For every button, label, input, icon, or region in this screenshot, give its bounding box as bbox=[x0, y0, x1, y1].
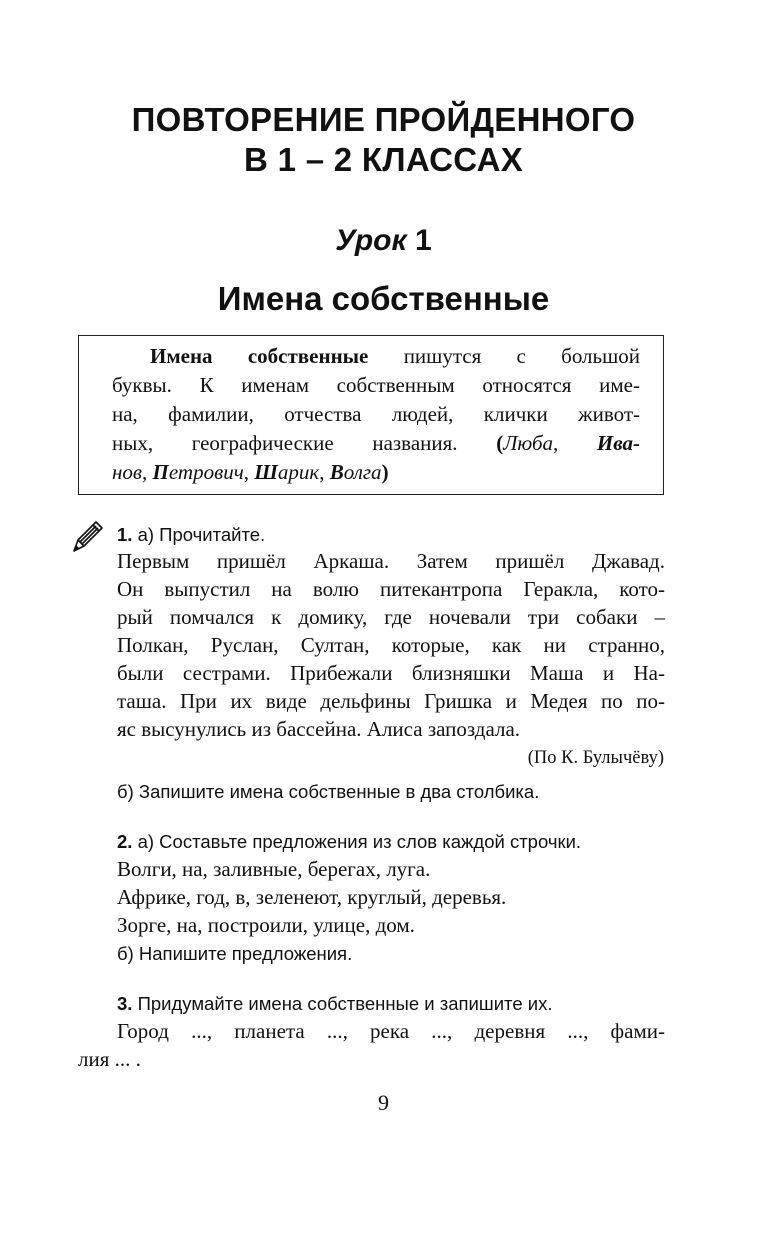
rule-sep: , bbox=[319, 460, 325, 484]
rule-paren: ( bbox=[496, 431, 504, 455]
rule-example: олга bbox=[343, 460, 382, 484]
task-2-instruction-b: б) Напишите предложения. bbox=[117, 943, 353, 964]
chapter-heading-line2: В 1 – 2 КЛАССАХ bbox=[243, 141, 524, 178]
page-number: 9 bbox=[378, 1090, 389, 1115]
task-1-number: 1. bbox=[117, 524, 133, 545]
task-3-line: лия ... . bbox=[78, 1047, 141, 1071]
rule-example-initial: Ш bbox=[254, 460, 278, 484]
task-3-header bbox=[117, 990, 552, 1017]
rule-text: ных, географические названия. bbox=[112, 431, 458, 455]
task-3-instruction: Придумайте имена собственные и запишите их. bbox=[137, 993, 553, 1014]
rule-example-initial: В bbox=[329, 460, 344, 484]
lesson-label: Урок bbox=[335, 224, 407, 257]
task-1-instruction-b: б) Запишите имена собственные в два столбика. bbox=[117, 781, 540, 802]
task-1-text-line: были сестрами. Прибежали близняшки Маша и На- bbox=[117, 661, 665, 685]
task-1-text-line: рый помчался к домику, где ночевали три собаки – bbox=[117, 605, 665, 629]
rule-term: Имена собственные bbox=[150, 344, 369, 368]
rule-paren: ) bbox=[381, 460, 389, 484]
lesson-number bbox=[0, 224, 767, 258]
task-1-text-line: яс высунулись из бассейна. Алиса запоздала. bbox=[117, 717, 521, 741]
rule-line-4 bbox=[112, 429, 640, 458]
rule-line-2: буквы. К именам собственным относятся име- bbox=[112, 373, 640, 397]
rule-sep: , bbox=[243, 460, 249, 484]
task-3-line: Город ..., планета ..., река ..., деревня ..., фами- bbox=[117, 1019, 665, 1043]
task-2-instruction-a: а) Составьте предложения из слов каждой строчки. bbox=[137, 831, 582, 852]
task-1-header bbox=[117, 521, 265, 548]
chapter-heading-line1: ПОВТОРЕНИЕ ПРОЙДЕННОГО bbox=[131, 101, 636, 138]
task-1-text-line: Первым пришёл Аркаша. Затем пришёл Джавад. bbox=[117, 549, 665, 573]
rule-example: Люба, bbox=[503, 431, 559, 455]
rule-line-3: на, фамилии, отчества людей, клички живот- bbox=[112, 402, 640, 426]
pencil-icon bbox=[70, 518, 106, 554]
task-1-text-line: Он выпустил на волю питекантропа Геракла, кото- bbox=[117, 577, 665, 601]
lesson-number-value: 1 bbox=[415, 224, 432, 257]
rule-example: Ива- bbox=[596, 431, 640, 455]
task-2-header bbox=[117, 828, 581, 855]
task-1-text-line: Полкан, Руслан, Султан, которые, как ни странно, bbox=[117, 633, 665, 657]
rule-example: етрович bbox=[168, 460, 244, 484]
rule-line-1 bbox=[150, 342, 640, 371]
task-1-source: (По К. Булычёву) bbox=[527, 748, 664, 768]
rule-text: пишутся с большой bbox=[403, 344, 641, 368]
chapter-heading bbox=[0, 100, 767, 180]
task-1-instruction-a: а) Прочитайте. bbox=[137, 524, 266, 545]
task-2-line: Зорге, на, построили, улице, дом. bbox=[117, 913, 415, 937]
rule-sep: , bbox=[142, 460, 148, 484]
rule-example-initial: П bbox=[152, 460, 169, 484]
task-1-text-line: таша. При их виде дельфины Гришка и Медея по по- bbox=[117, 689, 665, 713]
lesson-title: Имена собственные bbox=[217, 280, 550, 317]
rule-example: арик bbox=[277, 460, 320, 484]
rule-line-5 bbox=[112, 458, 640, 487]
rule-example: нов bbox=[112, 460, 143, 484]
task-2-number: 2. bbox=[117, 831, 133, 852]
task-2-line: Африке, год, в, зеленеют, круглый, деревья. bbox=[117, 885, 507, 909]
task-2-line: Волги, на, заливные, берегах, луга. bbox=[117, 857, 431, 881]
task-3-number: 3. bbox=[117, 993, 133, 1014]
